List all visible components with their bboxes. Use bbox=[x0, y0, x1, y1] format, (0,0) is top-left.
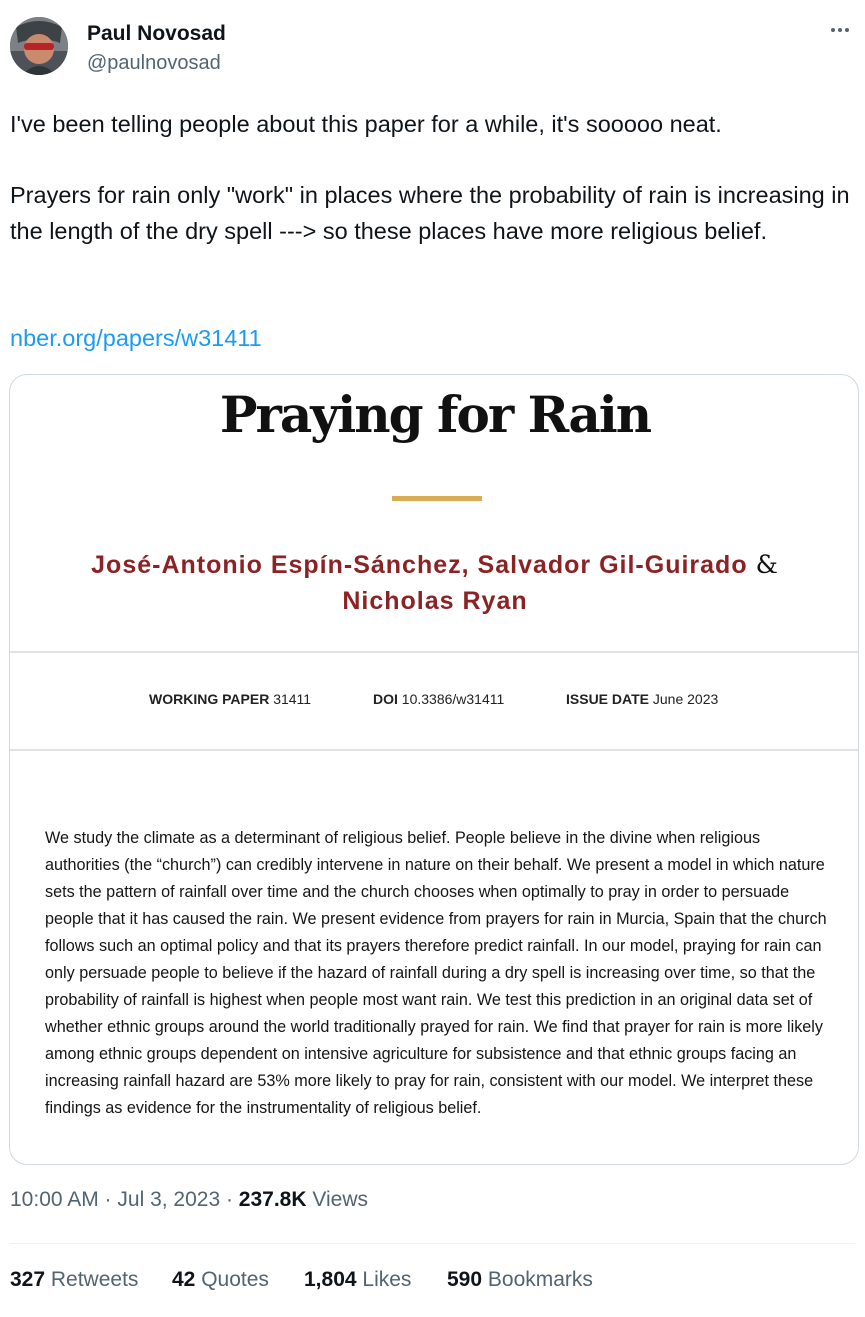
author-name: Salvador Gil-Guirado bbox=[477, 551, 748, 579]
retweets-label: Retweets bbox=[45, 1268, 139, 1291]
dot bbox=[831, 28, 835, 32]
avatar-image bbox=[10, 17, 68, 75]
views-label: Views bbox=[306, 1188, 368, 1211]
quotes-label: Quotes bbox=[195, 1268, 269, 1291]
author-separator: , bbox=[461, 551, 478, 579]
handle[interactable]: @paulnovosad bbox=[87, 52, 221, 74]
authors-line-1 bbox=[10, 547, 859, 583]
dot bbox=[838, 28, 842, 32]
quotes-stat[interactable] bbox=[172, 1268, 269, 1292]
views-count: 237.8K bbox=[238, 1188, 307, 1211]
display-name[interactable]: Paul Novosad bbox=[87, 22, 226, 45]
paper-link[interactable]: nber.org/papers/w31411 bbox=[10, 325, 262, 351]
paper-abstract: We study the climate as a determinant of religious belief. People believe in the divine when religious authorities (the “church”) can credibly intervene in nature on their behalf. We present a model in which nature sets the pattern of rainfall over time and the church chooses when optimally to pray in order to persuade people that it has caused the rain. We present evidence from prayers for rain in Murcia, Spain that the church follows such an optimal policy and that its prayers therefore predict rainfall. In our model, praying for rain can only persuade people to believe if the hazard of rainfall during a dry spell is increasing over time, so that the probability of rainfall is highest when people most want rain. We test this prediction in an original data set of whether ethnic groups around the world traditionally prayed for rain. We find that prayer for rain is more likely among ethnic groups dependent on intensive agriculture for subsistence and that ethnic groups facing an increasing rainfall hazard are 53% more likely to pray for rain, consistent with our model. We interpret these findings as evidence for the instrumentality of religious belief. bbox=[45, 829, 827, 1117]
quotes-count: 42 bbox=[172, 1268, 196, 1291]
working-paper-meta bbox=[149, 691, 311, 707]
retweets-stat[interactable] bbox=[10, 1268, 138, 1292]
divider bbox=[10, 651, 859, 653]
likes-count: 1,804 bbox=[304, 1268, 357, 1291]
paper-card[interactable] bbox=[9, 374, 859, 1165]
tweet-paragraph: I've been telling people about this paper for a while, it's sooooo neat. bbox=[10, 111, 722, 137]
likes-label: Likes bbox=[356, 1268, 412, 1291]
author-ampersand: & bbox=[755, 550, 779, 579]
meta-value: 10.3386/w31411 bbox=[401, 691, 505, 707]
divider bbox=[10, 1243, 855, 1244]
doi-meta bbox=[373, 691, 504, 707]
bookmarks-stat[interactable] bbox=[447, 1268, 593, 1292]
tweet-header bbox=[10, 17, 860, 79]
tweet-timestamp bbox=[10, 1188, 368, 1212]
tweet-paragraph: Prayers for rain only "work" in places where the probability of rain is increasing in the length of the dry spell ---> so these places have more religious belief. bbox=[10, 182, 850, 244]
more-options-icon[interactable] bbox=[824, 19, 856, 41]
dot bbox=[845, 28, 849, 32]
paper-authors bbox=[10, 547, 859, 619]
paper-meta bbox=[10, 691, 859, 711]
bookmarks-count: 590 bbox=[447, 1268, 483, 1291]
issue-date-meta bbox=[566, 691, 718, 707]
divider bbox=[10, 749, 859, 751]
meta-value: 31411 bbox=[273, 691, 312, 707]
meta-label: DOI bbox=[373, 691, 398, 707]
retweets-count: 327 bbox=[10, 1268, 46, 1291]
meta-label: WORKING PAPER bbox=[149, 691, 270, 707]
author-name: José-Antonio Espín-Sánchez bbox=[91, 551, 462, 579]
meta-value: June 2023 bbox=[652, 691, 719, 707]
authors-line-2: Nicholas Ryan bbox=[342, 587, 528, 615]
time-date[interactable]: 10:00 AM · Jul 3, 2023 · bbox=[10, 1188, 239, 1211]
avatar[interactable] bbox=[10, 17, 68, 75]
meta-label: ISSUE DATE bbox=[566, 691, 649, 707]
title-underline bbox=[392, 496, 482, 501]
paper-title: Praying for Rain bbox=[219, 385, 651, 444]
likes-stat[interactable] bbox=[304, 1268, 411, 1292]
bookmarks-label: Bookmarks bbox=[482, 1268, 593, 1291]
tweet-text bbox=[10, 106, 855, 249]
